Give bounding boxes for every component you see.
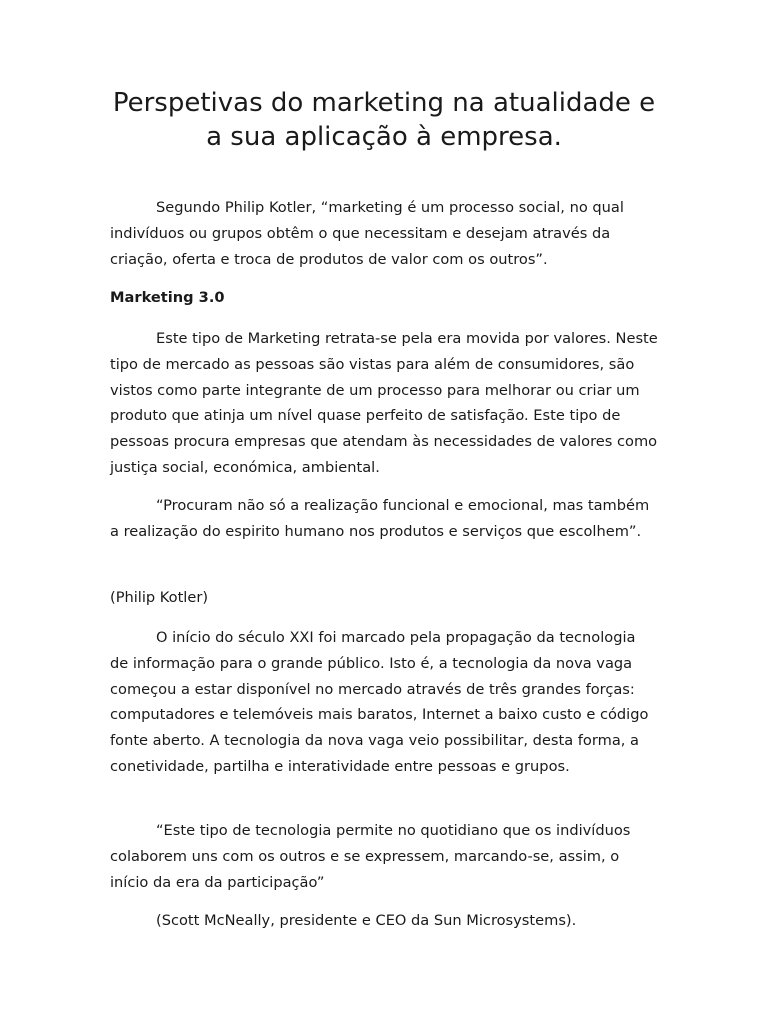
mcnealy-attribution: (Scott McNeally, presidente e CEO da Sun Microsystems). — [156, 912, 577, 929]
kotler-definition-paragraph: Segundo Philip Kotler, “marketing é um processo social, no qual indivíduos ou grupos obtêm o que necessitam e desejam através da criação, oferta e troca de produtos de valor com os outros”. — [110, 199, 624, 268]
section-heading-marketing-3: Marketing 3.0 — [110, 289, 225, 306]
xxi-century-paragraph: O início do século XXI foi marcado pela propagação da tecnologia de informação para o grande público. Isto é, a tecnologia da nova vaga começou a estar disponível no mercado através de três grandes forças: computadores e telemóveis mais baratos, Internet a baixo custo e código fonte aberto. A tecnologia da nova vaga veio possibilitar, desta forma, a conetividade, partilha e interatividade entre pessoas e grupos. — [110, 629, 649, 775]
document-title: Perspetivas do marketing na atualidade e a sua aplicação à empresa. — [112, 88, 656, 152]
marketing-3-description-paragraph: Este tipo de Marketing retrata-se pela era movida por valores. Neste tipo de mercado as pessoas são vistas para além de consumidores, são vistos como parte integrante de um processo para melhorar ou criar um produto que atinja um nível quase perfeito de satisfação. Este tipo de pessoas procura empresas que atendam às necessidades de valores como justiça social, económica, ambiental. — [110, 330, 658, 476]
kotler-attribution: (Philip Kotler) — [110, 589, 209, 606]
mcnealy-quote-paragraph: “Este tipo de tecnologia permite no quotidiano que os indivíduos colaborem uns com os outros e se expressem, marcando-se, assim, o início da era da participação” — [110, 822, 631, 891]
kotler-quote-paragraph: “Procuram não só a realização funcional e emocional, mas também a realização do espirito humano nos produtos e serviços que escolhem”. — [110, 497, 650, 540]
